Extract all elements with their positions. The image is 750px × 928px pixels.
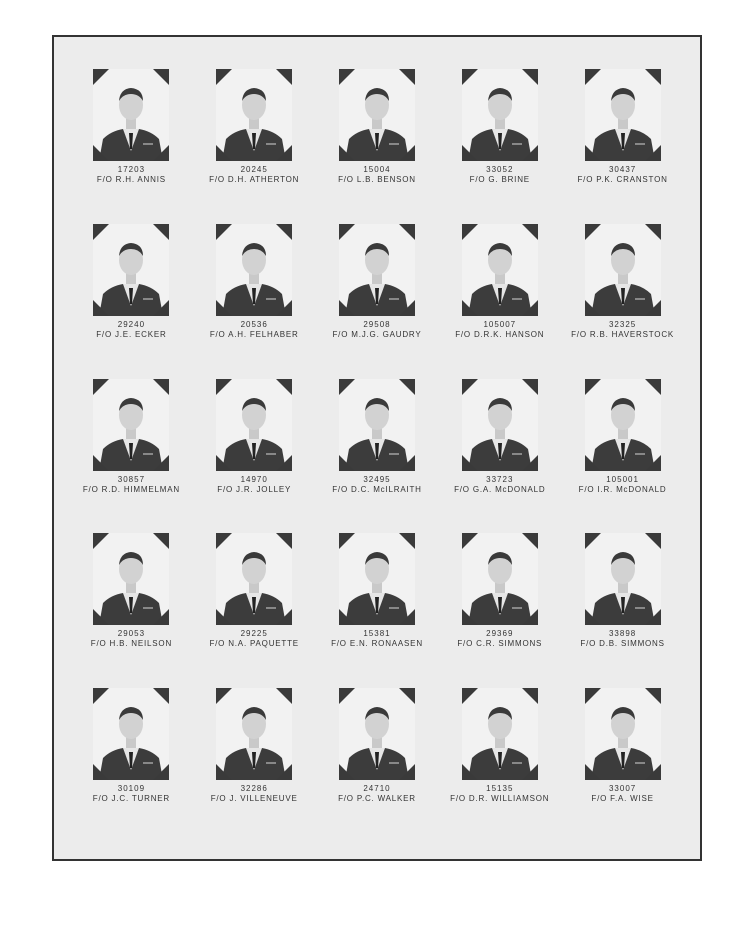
service-number: 14970: [240, 474, 268, 484]
photo-corner-mount: [216, 379, 232, 395]
photo-corner-mount: [585, 764, 601, 780]
officer-card: [438, 371, 561, 526]
photo-corner-mount: [276, 379, 292, 395]
officer-card: [70, 216, 193, 371]
service-number: 29240: [117, 319, 146, 329]
officer-name: F/O J.R. JOLLEY: [217, 484, 292, 494]
photo-corner-mount: [153, 609, 169, 625]
service-number: 29369: [486, 629, 514, 639]
photo-corner-mount: [585, 533, 601, 549]
photo-corner-mount: [645, 224, 661, 240]
service-number: 15135: [486, 784, 514, 794]
officer-card: [438, 216, 561, 371]
portrait-photo: [216, 224, 292, 316]
photo-corner-mount: [339, 455, 355, 471]
photo-corner-mount: [399, 300, 415, 316]
photo-corner-mount: [522, 688, 538, 704]
photo-corner-mount: [645, 764, 661, 780]
portrait-photo: [462, 224, 538, 316]
photo-corner-mount: [399, 609, 415, 625]
photo-corner-mount: [399, 145, 415, 161]
photo-corner-mount: [153, 379, 169, 395]
photo-corner-mount: [645, 69, 661, 85]
photo-corner-mount: [399, 764, 415, 780]
photo-corner-mount: [585, 145, 601, 161]
portrait-photo: [339, 224, 415, 316]
photo-corner-mount: [153, 688, 169, 704]
photo-corner-mount: [522, 609, 538, 625]
photo-corner-mount: [399, 533, 415, 549]
photo-corner-mount: [216, 300, 232, 316]
photo-corner-mount: [339, 145, 355, 161]
portrait-photo: [93, 688, 169, 780]
photo-corner-mount: [339, 379, 355, 395]
photo-corner-mount: [153, 145, 169, 161]
portrait-photo: [339, 688, 415, 780]
officer-card: [316, 216, 439, 371]
service-number: 33007: [608, 784, 637, 794]
photo-corner-mount: [462, 533, 478, 549]
portrait-photo: [93, 379, 169, 471]
portrait-photo: [339, 379, 415, 471]
officer-name: F/O F.A. WISE: [591, 794, 654, 804]
photo-corner-mount: [276, 69, 292, 85]
officer-name: F/O R.D. HIMMELMAN: [82, 484, 180, 494]
officer-name: F/O A.H. FELHABER: [209, 329, 299, 339]
portrait-photo: [216, 533, 292, 625]
photo-corner-mount: [522, 379, 538, 395]
photo-corner-mount: [462, 145, 478, 161]
officer-card: [70, 61, 193, 216]
photo-corner-mount: [93, 145, 109, 161]
officer-name: F/O D.R. WILLIAMSON: [450, 794, 550, 804]
photo-corner-mount: [399, 379, 415, 395]
photo-corner-mount: [216, 145, 232, 161]
officer-name: F/O G.A. McDONALD: [454, 484, 546, 494]
photo-corner-mount: [522, 300, 538, 316]
photo-corner-mount: [93, 764, 109, 780]
photo-corner-mount: [153, 533, 169, 549]
photo-corner-mount: [216, 688, 232, 704]
photo-corner-mount: [216, 764, 232, 780]
officer-card: [193, 371, 316, 526]
photo-corner-mount: [462, 688, 478, 704]
portrait-photo: [216, 688, 292, 780]
photo-corner-mount: [153, 69, 169, 85]
portrait-photo: [462, 379, 538, 471]
officer-card: [438, 525, 561, 680]
photo-corner-mount: [522, 764, 538, 780]
officer-card: [561, 371, 684, 526]
photo-corner-mount: [522, 69, 538, 85]
photo-corner-mount: [339, 533, 355, 549]
portrait-photo: [216, 69, 292, 161]
service-number: 32325: [608, 319, 637, 329]
photo-corner-mount: [522, 145, 538, 161]
photo-corner-mount: [93, 300, 109, 316]
service-number: 20536: [240, 319, 268, 329]
photo-corner-mount: [645, 688, 661, 704]
officer-card: [70, 371, 193, 526]
officer-name: F/O D.C. McILRAITH: [332, 484, 422, 494]
photo-corner-mount: [585, 688, 601, 704]
photo-corner-mount: [399, 224, 415, 240]
photo-corner-mount: [339, 224, 355, 240]
photo-corner-mount: [276, 533, 292, 549]
portrait-photo: [339, 69, 415, 161]
service-number: 105007: [483, 319, 517, 329]
officer-card: [70, 680, 193, 835]
officer-card: [438, 61, 561, 216]
service-number: 30857: [117, 474, 146, 484]
portrait-photo: [339, 533, 415, 625]
service-number: 15004: [363, 165, 391, 174]
photo-corner-mount: [462, 455, 478, 471]
officer-card: [561, 61, 684, 216]
officer-name: F/O E.N. RONAASEN: [331, 639, 423, 649]
photo-corner-mount: [522, 533, 538, 549]
photo-corner-mount: [339, 69, 355, 85]
photo-corner-mount: [462, 764, 478, 780]
officer-card: [438, 680, 561, 835]
photo-corner-mount: [276, 300, 292, 316]
photo-corner-mount: [216, 224, 232, 240]
portrait-photo: [93, 224, 169, 316]
photo-corner-mount: [645, 145, 661, 161]
photo-corner-mount: [645, 609, 661, 625]
photo-corner-mount: [153, 224, 169, 240]
officer-name: F/O G. BRINE: [469, 175, 530, 184]
officer-name: F/O P.C. WALKER: [338, 794, 416, 804]
service-number: 30437: [608, 165, 637, 174]
photo-corner-mount: [93, 609, 109, 625]
photo-corner-mount: [276, 688, 292, 704]
photo-corner-mount: [339, 764, 355, 780]
photo-corner-mount: [93, 688, 109, 704]
photo-corner-mount: [93, 224, 109, 240]
photo-corner-mount: [93, 533, 109, 549]
officer-name: F/O P.K. CRANSTON: [577, 175, 668, 184]
photo-corner-mount: [153, 300, 169, 316]
photo-corner-mount: [216, 69, 232, 85]
photo-corner-mount: [276, 224, 292, 240]
photo-corner-mount: [645, 300, 661, 316]
officer-card: [193, 216, 316, 371]
photo-corner-mount: [522, 224, 538, 240]
photo-corner-mount: [93, 69, 109, 85]
photo-corner-mount: [585, 69, 601, 85]
photo-corner-mount: [93, 455, 109, 471]
photo-corner-mount: [585, 300, 601, 316]
portrait-photo: [585, 224, 661, 316]
officer-card: [70, 525, 193, 680]
portrait-photo: [462, 69, 538, 161]
officer-card: [193, 525, 316, 680]
officer-name: F/O D.B. SIMMONS: [580, 639, 665, 649]
service-number: 33898: [608, 629, 637, 639]
photo-corner-mount: [462, 224, 478, 240]
portrait-photo: [216, 379, 292, 471]
photo-corner-mount: [276, 609, 292, 625]
officer-card: [316, 61, 439, 216]
officer-card: [316, 371, 439, 526]
photo-corner-mount: [645, 379, 661, 395]
officer-name: F/O H.B. NEILSON: [90, 639, 173, 649]
photo-corner-mount: [585, 455, 601, 471]
service-number: 32286: [240, 784, 268, 794]
photo-corner-mount: [216, 533, 232, 549]
officer-name: F/O R.H. ANNIS: [96, 175, 166, 184]
service-number: 105001: [606, 474, 639, 484]
service-number: 24710: [363, 784, 391, 794]
photo-corner-mount: [339, 300, 355, 316]
photo-corner-mount: [276, 145, 292, 161]
officer-name: F/O C.R. SIMMONS: [457, 639, 543, 649]
photo-corner-mount: [153, 764, 169, 780]
photo-corner-mount: [585, 379, 601, 395]
photo-corner-mount: [585, 609, 601, 625]
service-number: 20245: [240, 165, 268, 174]
officer-card: [561, 680, 684, 835]
photo-corner-mount: [339, 688, 355, 704]
officer-card: [316, 525, 439, 680]
officer-card: [561, 525, 684, 680]
officer-name: F/O J.E. ECKER: [96, 329, 167, 339]
portrait-grid: [70, 61, 684, 835]
portrait-photo: [585, 379, 661, 471]
photo-corner-mount: [276, 764, 292, 780]
photo-corner-mount: [462, 300, 478, 316]
photo-corner-mount: [339, 609, 355, 625]
portrait-photo: [93, 69, 169, 161]
portrait-photo: [462, 688, 538, 780]
photo-corner-mount: [462, 69, 478, 85]
officer-name: F/O J. VILLENEUVE: [210, 794, 298, 804]
photo-corner-mount: [645, 533, 661, 549]
portrait-photo: [93, 533, 169, 625]
service-number: 29225: [240, 629, 268, 639]
portrait-photo: [585, 69, 661, 161]
officer-name: F/O J.C. TURNER: [92, 794, 170, 804]
officer-name: F/O N.A. PAQUETTE: [209, 639, 299, 649]
service-number: 32495: [363, 474, 391, 484]
officer-name: F/O R.B. HAVERSTOCK: [571, 329, 675, 339]
photo-corner-mount: [276, 455, 292, 471]
officer-card: [193, 61, 316, 216]
officer-name: F/O M.J.G. GAUDRY: [332, 329, 422, 339]
officer-name: F/O D.R.K. HANSON: [455, 329, 545, 339]
officer-card: [193, 680, 316, 835]
photo-corner-mount: [216, 609, 232, 625]
service-number: 17203: [117, 165, 146, 174]
officer-card: [316, 680, 439, 835]
photo-corner-mount: [399, 688, 415, 704]
service-number: 29508: [363, 319, 391, 329]
photo-corner-mount: [522, 455, 538, 471]
portrait-photo: [585, 533, 661, 625]
portrait-photo: [462, 533, 538, 625]
officer-name: F/O D.H. ATHERTON: [209, 175, 300, 184]
photo-corner-mount: [462, 609, 478, 625]
officer-name: F/O L.B. BENSON: [338, 175, 416, 184]
photo-corner-mount: [93, 379, 109, 395]
photo-corner-mount: [153, 455, 169, 471]
photo-corner-mount: [462, 379, 478, 395]
photo-corner-mount: [399, 455, 415, 471]
photo-corner-mount: [585, 224, 601, 240]
photo-corner-mount: [216, 455, 232, 471]
portrait-photo: [585, 688, 661, 780]
officer-name: F/O I.R. McDONALD: [578, 484, 667, 494]
service-number: 33052: [486, 165, 514, 174]
service-number: 15381: [363, 629, 391, 639]
photo-page: [52, 35, 702, 861]
service-number: 33723: [486, 474, 514, 484]
officer-card: [561, 216, 684, 371]
photo-corner-mount: [645, 455, 661, 471]
service-number: 30109: [117, 784, 146, 794]
photo-corner-mount: [399, 69, 415, 85]
service-number: 29053: [117, 629, 146, 639]
